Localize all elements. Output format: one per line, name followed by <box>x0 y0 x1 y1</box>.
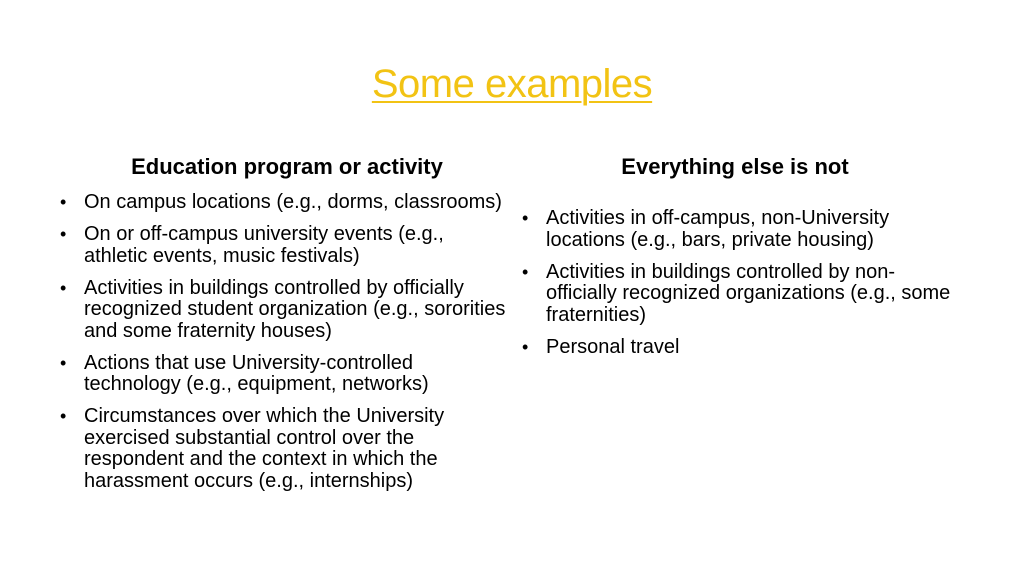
list-item <box>58 406 506 492</box>
bullet-icon: • <box>522 261 529 282</box>
bullet-icon: • <box>60 224 67 244</box>
bullet-icon: • <box>60 406 67 426</box>
list-item-text: Circumstances over which the University exercised substantial control over the respondent and the context in which the harassment occurs (e.g., internships) <box>84 405 445 492</box>
list-item-text: Activities in buildings controlled by non-officially recognized organizations (e.g., some fraternities) <box>546 260 951 326</box>
list-item <box>520 208 960 251</box>
list-item <box>58 278 506 343</box>
list-item <box>58 224 506 267</box>
slide-title: Some examples <box>371 62 653 106</box>
list-item-text: On or off-campus university events (e.g., athletic events, music festivals) <box>84 223 444 267</box>
bullet-icon: • <box>60 352 67 373</box>
list-item <box>520 262 960 327</box>
left-column <box>58 150 506 503</box>
list-item <box>520 337 960 359</box>
bullet-icon: • <box>522 336 529 357</box>
right-bullet-list <box>520 208 960 358</box>
bullet-icon: • <box>60 277 67 298</box>
right-column-heading: Everything else is not <box>621 154 849 179</box>
list-item-text: Personal travel <box>546 335 680 358</box>
left-column-heading: Education program or activity <box>131 154 443 179</box>
list-item <box>58 192 506 214</box>
list-item <box>58 353 506 396</box>
right-column <box>520 150 960 369</box>
list-item-text: On campus locations (e.g., dorms, classrooms) <box>84 191 502 213</box>
left-bullet-list <box>58 192 506 492</box>
list-item-text: Activities in buildings controlled by officially recognized student organization (e.g., sororities and some fraternity houses) <box>84 276 506 342</box>
bullet-icon: • <box>60 192 67 212</box>
bullet-icon: • <box>522 208 529 228</box>
list-item-text: Activities in off-campus, non-University locations (e.g., bars, private housing) <box>546 207 890 251</box>
list-item-text: Actions that use University-controlled technology (e.g., equipment, networks) <box>84 351 429 395</box>
